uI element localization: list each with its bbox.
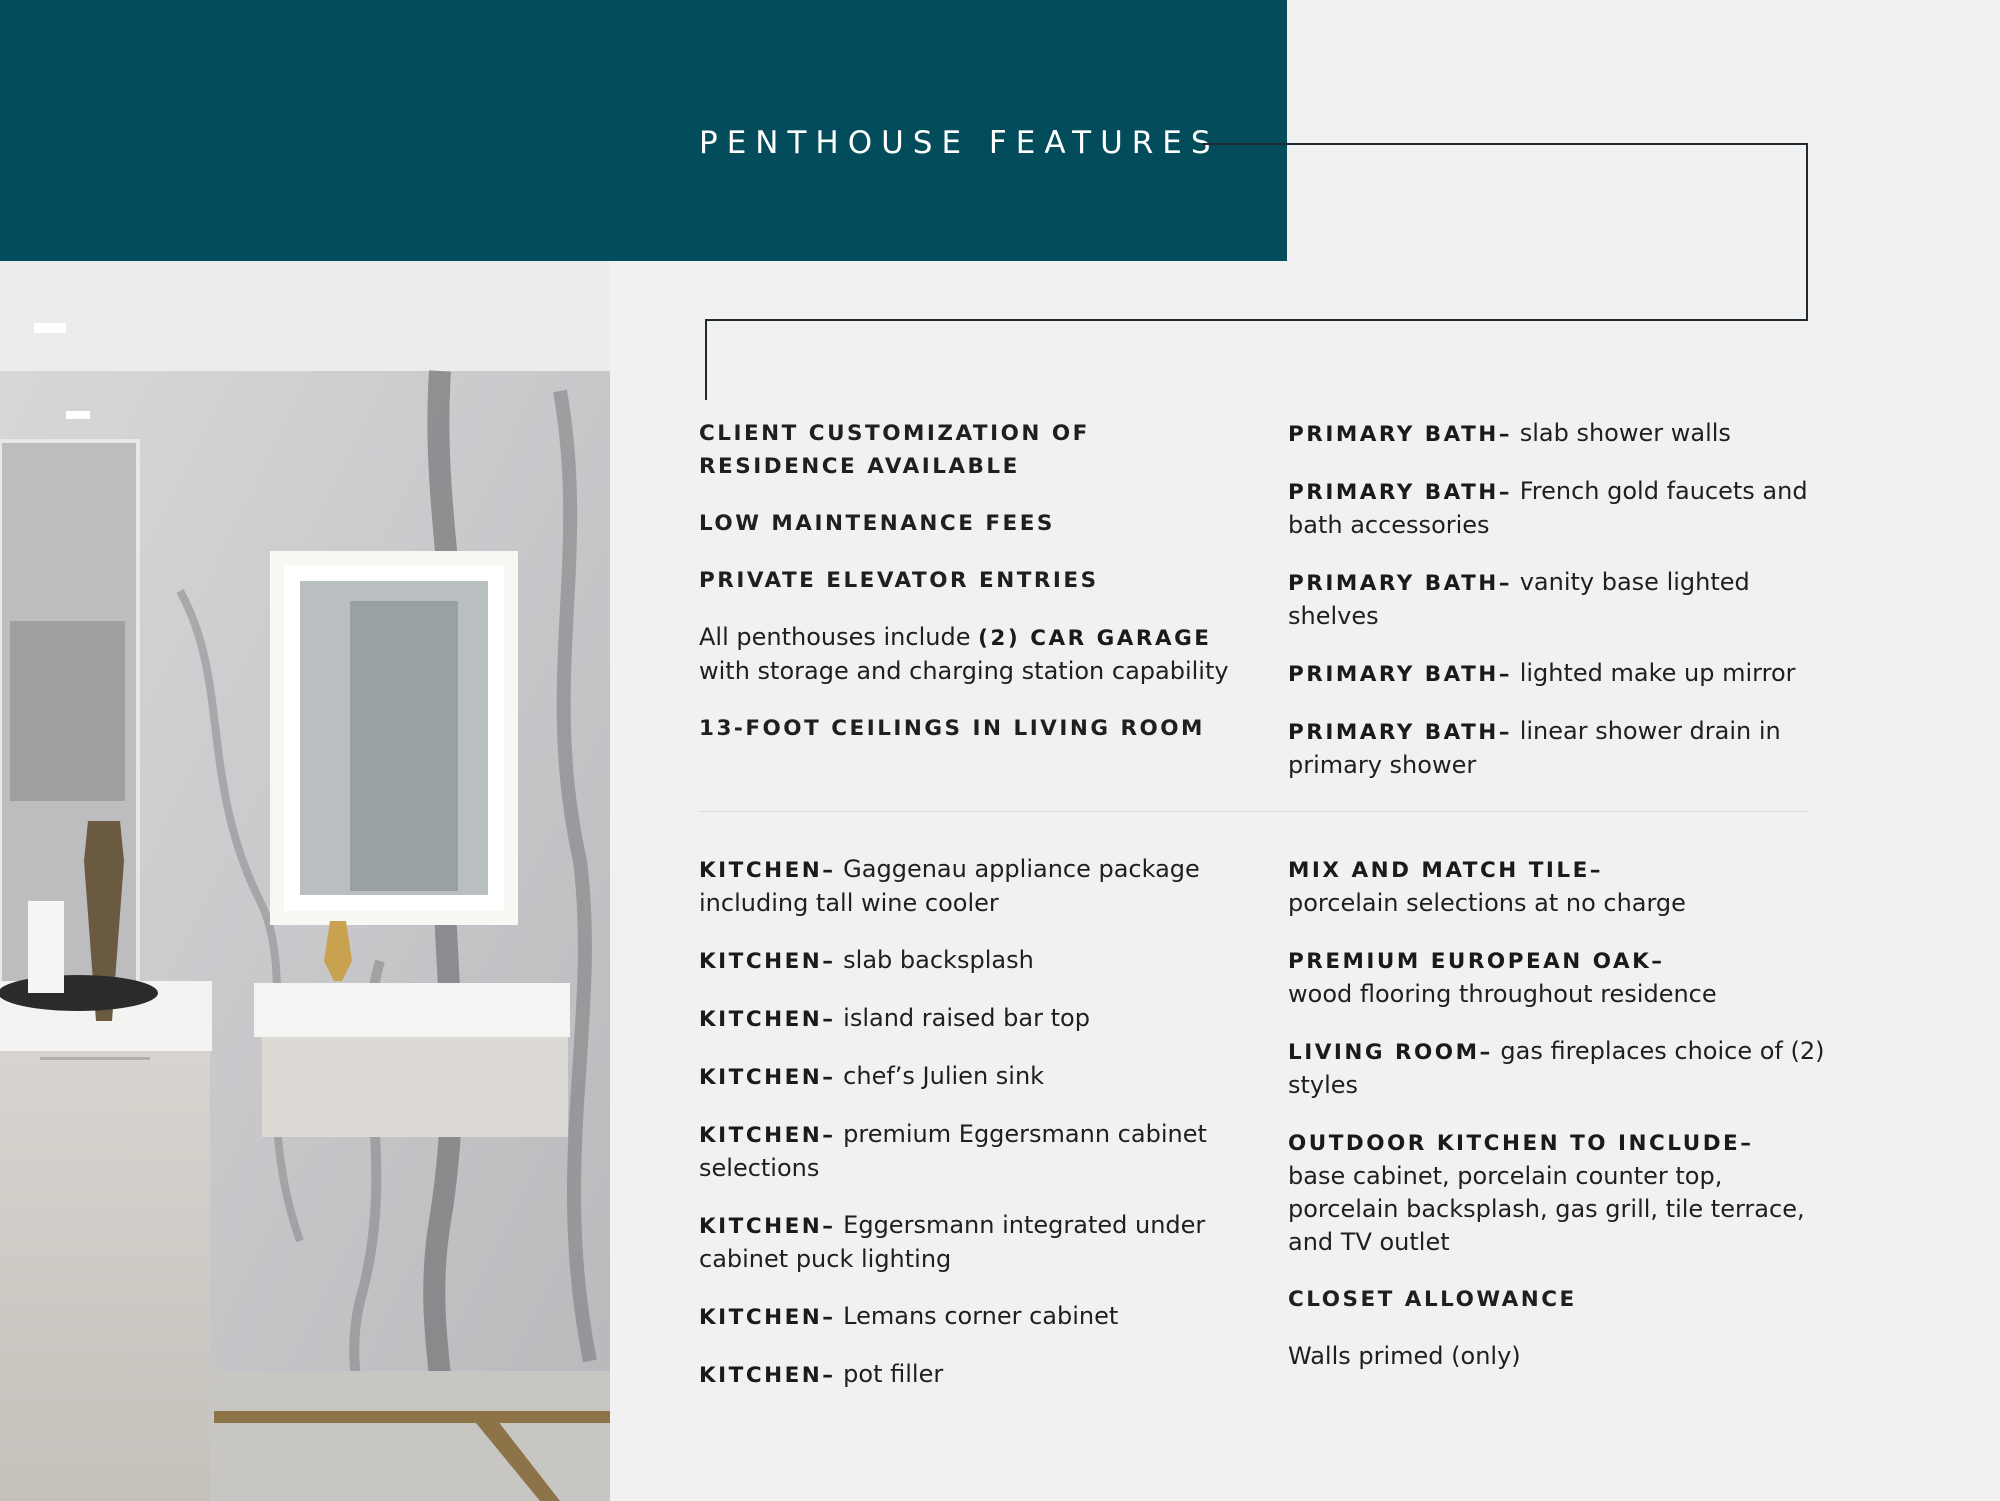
- section-divider: [699, 811, 1807, 812]
- feature-label: KITCHEN–: [699, 1065, 836, 1090]
- feature-text: chef’s Julien sink: [843, 1062, 1045, 1090]
- feature-maintenance: LOW MAINTENANCE FEES: [699, 511, 1055, 536]
- feature-text: gas fireplaces choice of (2) styles: [1288, 1037, 1825, 1099]
- feature-label: LIVING ROOM–: [1288, 1040, 1493, 1065]
- feature-label: KITCHEN–: [699, 1214, 836, 1239]
- feature-kitchen-lighting: [699, 1209, 1239, 1276]
- feature-text: lighted make up mirror: [1519, 659, 1796, 687]
- feature-label: PRIMARY BATH–: [1288, 480, 1513, 505]
- feature-text: premium Eggersmann cabinet selections: [699, 1120, 1207, 1182]
- feature-tile: [1288, 853, 1828, 920]
- feature-text: Lemans corner cabinet: [843, 1302, 1119, 1330]
- feature-label: KITCHEN–: [699, 1007, 836, 1032]
- feature-text: Eggersmann integrated under cabinet puck lighting: [699, 1211, 1206, 1273]
- features-finishes: [1288, 853, 1828, 1397]
- feature-kitchen-sink: [699, 1060, 1239, 1094]
- feature-text: vanity base lighted shelves: [1288, 568, 1750, 630]
- features-kitchen: [699, 853, 1239, 1416]
- feature-bath-drain: [1288, 715, 1828, 782]
- feature-bath-walls: [1288, 417, 1828, 451]
- feature-label: PRIMARY BATH–: [1288, 571, 1513, 596]
- feature-label: PREMIUM EUROPEAN OAK–: [1288, 949, 1665, 974]
- feature-bath-faucets: [1288, 475, 1828, 542]
- features-top-right: [1288, 417, 1828, 806]
- feature-text: base cabinet, porcelain counter top, porcelain backsplash, gas grill, tile terrace, and TV outlet: [1288, 1162, 1805, 1256]
- feature-kitchen-corner: [699, 1300, 1239, 1334]
- feature-living-room: [1288, 1035, 1828, 1102]
- feature-label: PRIMARY BATH–: [1288, 662, 1513, 687]
- feature-walls: Walls primed (only): [1288, 1342, 1521, 1370]
- bathroom-vanity-photo: [0, 261, 610, 1501]
- feature-customization: CLIENT CUSTOMIZATION OF RESIDENCE AVAILABLE: [699, 421, 1090, 479]
- feature-text: island raised bar top: [843, 1004, 1090, 1032]
- feature-kitchen-island: [699, 1002, 1239, 1036]
- feature-bath-mirror: [1288, 657, 1828, 691]
- feature-text: linear shower drain in primary shower: [1288, 717, 1781, 779]
- feature-label: PRIMARY BATH–: [1288, 720, 1513, 745]
- feature-text: slab backsplash: [843, 946, 1034, 974]
- feature-label: OUTDOOR KITCHEN TO INCLUDE–: [1288, 1131, 1754, 1156]
- feature-label: KITCHEN–: [699, 1305, 836, 1330]
- feature-kitchen-backsplash: [699, 944, 1239, 978]
- feature-text: Gaggenau appliance package including tall wine cooler: [699, 855, 1200, 917]
- feature-text: wood flooring throughout residence: [1288, 980, 1717, 1008]
- feature-label: KITCHEN–: [699, 858, 836, 883]
- feature-label: KITCHEN–: [699, 1363, 836, 1388]
- feature-outdoor-kitchen: [1288, 1126, 1828, 1259]
- feature-kitchen-filler: [699, 1358, 1239, 1392]
- feature-closet: CLOSET ALLOWANCE: [1288, 1287, 1577, 1312]
- feature-label: PRIMARY BATH–: [1288, 422, 1513, 447]
- feature-text: porcelain selections at no charge: [1288, 889, 1686, 917]
- feature-garage: [699, 621, 1239, 688]
- page-title: PENTHOUSE FEATURES: [699, 125, 1220, 161]
- feature-kitchen-appliances: [699, 853, 1239, 920]
- feature-garage-pre: All penthouses include: [699, 623, 979, 651]
- feature-label: KITCHEN–: [699, 949, 836, 974]
- feature-bath-shelves: [1288, 566, 1828, 633]
- features-top-left: [699, 417, 1239, 769]
- feature-text: slab shower walls: [1519, 419, 1731, 447]
- feature-label: KITCHEN–: [699, 1123, 836, 1148]
- feature-label: MIX AND MATCH TILE–: [1288, 858, 1604, 883]
- feature-kitchen-cabinet: [699, 1118, 1239, 1185]
- feature-text: pot filler: [843, 1360, 944, 1388]
- feature-ceilings: 13-FOOT CEILINGS IN LIVING ROOM: [699, 716, 1205, 741]
- feature-text: French gold faucets and bath accessories: [1288, 477, 1808, 539]
- feature-oak: [1288, 944, 1828, 1011]
- feature-garage-post: with storage and charging station capability: [699, 657, 1229, 685]
- feature-garage-bold: (2) CAR GARAGE: [978, 626, 1212, 651]
- feature-elevator: PRIVATE ELEVATOR ENTRIES: [699, 568, 1099, 593]
